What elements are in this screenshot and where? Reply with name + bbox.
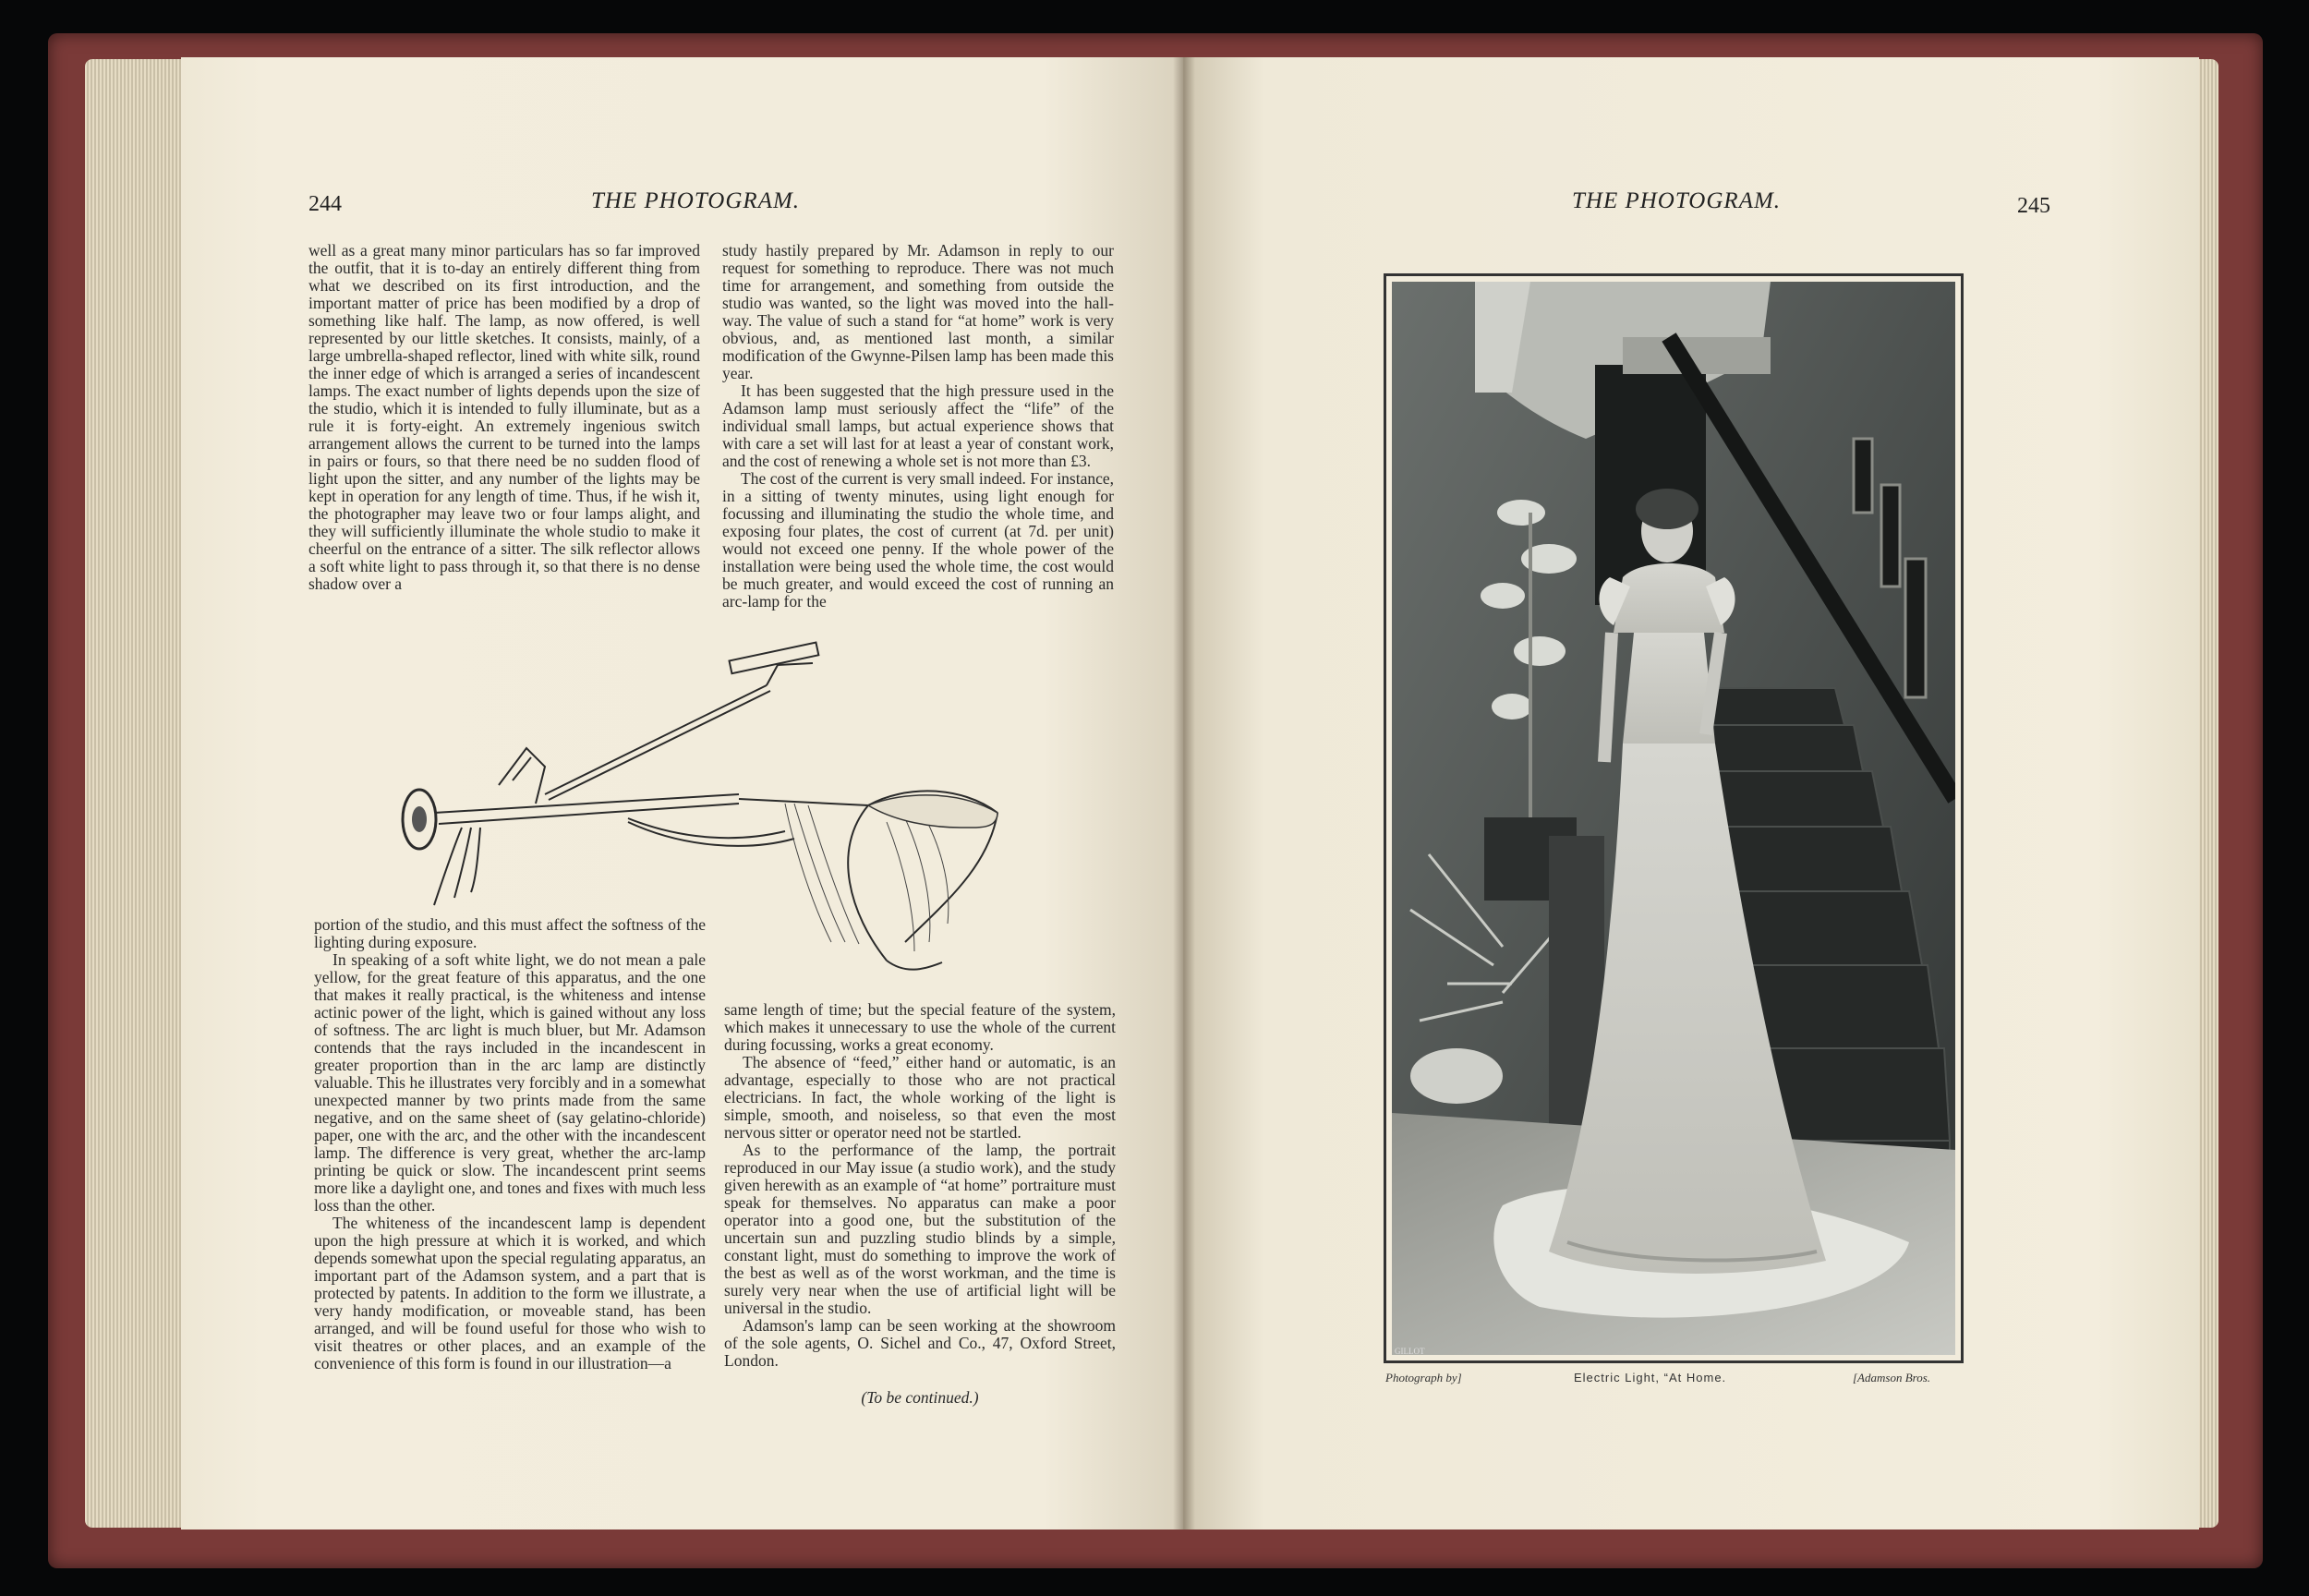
continued-note: (To be continued.) xyxy=(861,1388,979,1407)
right-page-number: 245 xyxy=(2017,194,2050,218)
portrait-photograph xyxy=(1392,282,1955,1355)
left-col1-top xyxy=(308,242,700,615)
caption-credit-right: [Adamson Bros. xyxy=(1853,1371,1931,1384)
paragraph: In speaking of a soft white light, we do not mean a pale yellow, for the great feature of this apparatus, and the one that makes it really practical, is the whiteness and intense actinic power of the light, which is gained without any loss of softness. The arc light is much bluer, but Mr. Adamson contends that the rays included in the incandescent in greater proportion than in the arc lamp are distinctly valuable. This he illustrates very forcibly and in a somewhat unexpected manner by two prints made from the same negative, and on the same sheet of (say gelatino-chloride) paper, one with the arc, and the other with the incandescent lamp. The difference is very great, whether the arc-lamp printing be quick or slow. The incandescent print seems more like a daylight one, and tones and fixes with much less loss than the other. xyxy=(314,950,706,1215)
paragraph: The whiteness of the incandescent lamp is dependent upon the high pressure at which it is worked, and which depends somewhat upon the special regulating apparatus, an important part of the Adamson system, and a part that is protected by patents. In addition to the form we illustrate, a very handy modification, or moveable stand, has been arranged, and will be found useful for those who wish to visit theatres or other places, and an example of the convenience of this form is found in our illustration—a xyxy=(314,1214,706,1372)
photo-plate xyxy=(1384,273,1964,1363)
paragraph: same length of time; but the special feature of the system, which makes it unnecessary to use the whole of the current during focussing, works a great economy. xyxy=(724,1001,1116,1054)
photo-caption-title: Electric Light, “At Home. xyxy=(1574,1371,1727,1384)
left-running-head: THE PHOTOGRAM. xyxy=(591,188,801,213)
caption-credit-left: Photograph by] xyxy=(1385,1371,1462,1384)
paragraph: portion of the studio, and this must affect the softness of the lighting during exposure. xyxy=(314,916,706,951)
right-running-head: THE PHOTOGRAM. xyxy=(1572,188,1782,213)
paragraph: The absence of “feed,” either hand or automatic, is an advantage, especially to those who are not practical electricians. In fact, the whole working of the light is simple, smooth, and noiseless, so that even the most nervous sitter or operator need not be startled. xyxy=(724,1053,1116,1142)
page-edges-left xyxy=(85,59,187,1528)
paragraph: well as a great many minor particulars has so far improved the outfit, that it is to-day an entirely different thing from what we described on its first introduction, and the important matter of price has been modified by a drop of something like half. The lamp, as now offered, is well represented by our little sketches. It consists, mainly, of a large umbrella-shaped reflector, lined with white silk, round the inner edge of which is arranged a series of incandescent lamps. The exact number of lights depends upon the size of the studio, which it is intended to fully illuminate, but as a rule it is forty-eight. An extremely ingenious switch arrangement allows the current to be turned into the lamps in pairs or fours, so that there need be no sudden flood of light upon the sitter, and any number of the lights may be kept in operation for any length of time. Thus, if he wish it, the photographer may leave two or four lamps alight, and they will sufficiently illuminate the whole studio to make it cheerful on the entrance of a sitter. The silk reflector allows a soft white light to pass through it, so that there is no dense shadow over a xyxy=(308,242,700,593)
paragraph: study hastily prepared by Mr. Adamson in reply to our request for something to reproduce. There was not much time for arrangement, and something from outside the studio was wanted, so the light was moved into the hall-way. The value of such a stand for “at home” work is very obvious, and, as mentioned last month, a similar modification of the Gwynne-Pilsen lamp has been made this year. xyxy=(722,242,1114,382)
engraver-mark: GILLOT xyxy=(1395,1347,1425,1356)
paragraph: Adamson's lamp can be seen working at the showroom of the sole agents, O. Sichel and Co., 47, Oxford Street, London. xyxy=(724,1316,1116,1370)
adamson-lamp-illustration xyxy=(351,610,1090,998)
left-col2-bottom xyxy=(724,1001,1116,1389)
paragraph: The cost of the current is very small indeed. For instance, in a sitting of twenty minutes, using light enough for focussing and illuminating the studio the whole time, and exposing four plates, the cost of current (at 7d. per unit) would not exceed one penny. If the whole power of the installation were being used the whole time, the cost would be much greater, and would exceed the cost of running an arc-lamp for the xyxy=(722,469,1114,611)
left-col2-top xyxy=(722,242,1114,615)
left-page-number: 244 xyxy=(308,192,342,216)
paragraph: As to the performance of the lamp, the portrait reproduced in our May issue (a studio work), and the study given herewith as an example of “at home” portraiture must speak for themselves. No apparatus can make a poor operator into a good one, but the substitution of the uncertain sun and puzzling studio blinds by a simple, constant light, must do something to improve the work of the best as well as of the worst workman, and the time is surely very near when the use of artificial light will be universal in the studio. xyxy=(724,1141,1116,1317)
book-gutter xyxy=(1173,57,1195,1530)
woman-on-staircase-image xyxy=(1392,282,1955,1355)
paragraph: It has been suggested that the high pressure used in the Adamson lamp must seriously affect the “life” of the individual small lamps, but actual experience shows that with care a set will last for at least a year of constant work, and the cost of renewing a whole set is not more than £3. xyxy=(722,381,1114,470)
